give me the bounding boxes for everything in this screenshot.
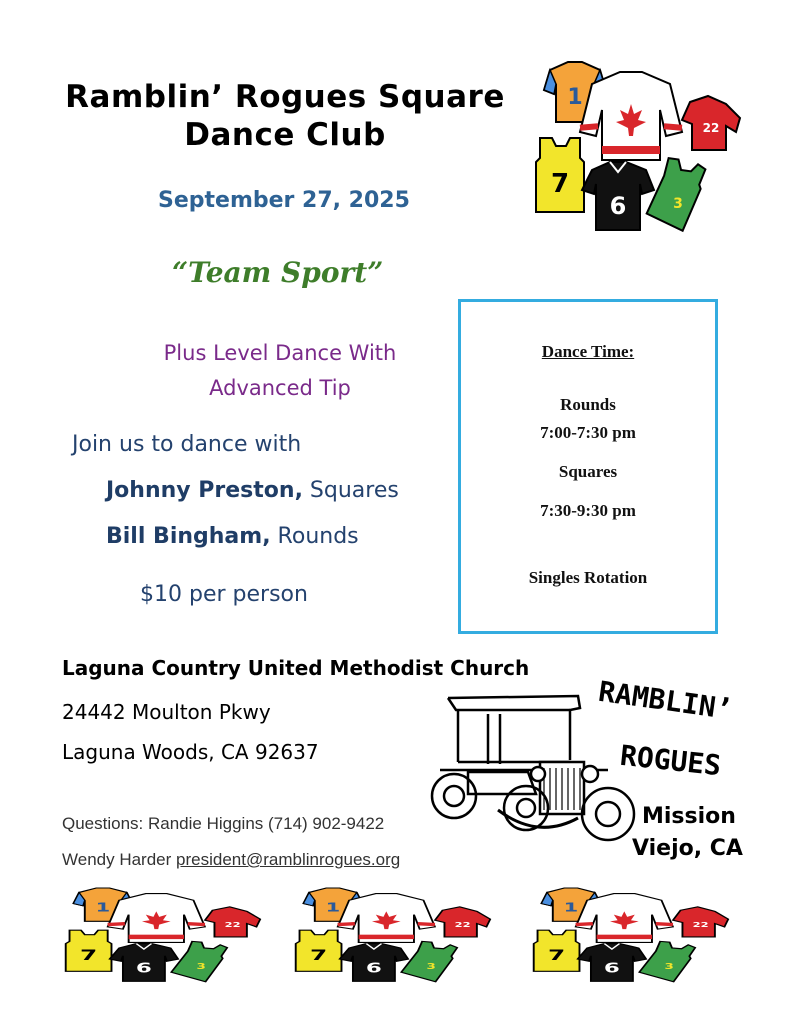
- caller-rounds: [106, 524, 359, 549]
- rounds-label: Rounds: [560, 395, 616, 414]
- jersey-cluster-icon: [60, 888, 265, 988]
- join-text: Join us to dance with: [72, 432, 302, 457]
- logo-mission: Mission: [642, 804, 736, 829]
- caller-1-role: Squares: [302, 478, 399, 503]
- venue-street: 24442 Moulton Pkwy: [62, 700, 271, 724]
- squares-label: Squares: [558, 462, 618, 481]
- title-line-2: Dance Club: [184, 117, 386, 153]
- event-theme: “Team Sport”: [172, 256, 384, 289]
- schedule-box: [458, 299, 718, 634]
- rounds-time: 7:00-7:30 pm: [540, 423, 636, 442]
- jersey-cluster-icon: [528, 888, 733, 988]
- jersey-cluster-icon: [530, 62, 745, 242]
- level-line-1: Plus Level Dance With: [163, 341, 397, 365]
- caller-2-role: Rounds: [270, 524, 359, 549]
- contact-2-name: Wendy Harder: [62, 850, 177, 869]
- event-date: September 27, 2025: [158, 188, 410, 213]
- caller-2-name: Bill Bingham,: [106, 524, 271, 549]
- title-line-1: Ramblin’ Rogues Square: [65, 79, 505, 115]
- level-line-2: Advanced Tip: [209, 376, 351, 400]
- page-title: [40, 78, 530, 154]
- logo-rogues: ROGUES: [618, 738, 723, 783]
- logo-ramblin: RAMBLIN’: [596, 674, 735, 727]
- model-t-car-icon: [428, 690, 638, 850]
- dance-level: [120, 336, 440, 406]
- email-link[interactable]: president@ramblinrogues.org: [176, 850, 401, 869]
- venue-name: Laguna Country United Methodist Church: [62, 656, 530, 680]
- singles-rotation: Singles Rotation: [528, 568, 648, 587]
- price: $10 per person: [140, 582, 308, 607]
- jersey-cluster-icon: [290, 888, 495, 988]
- caller-squares: [106, 478, 399, 503]
- venue-city: Laguna Woods, CA 92637: [62, 740, 319, 764]
- logo-viejo: Viejo, CA: [632, 836, 743, 861]
- schedule-heading: Dance Time:: [541, 342, 635, 361]
- caller-1-name: Johnny Preston,: [106, 478, 303, 503]
- squares-time: 7:30-9:30 pm: [540, 501, 636, 520]
- questions-contact: Questions: Randie Higgins (714) 902-9422: [62, 814, 385, 833]
- president-contact: [62, 850, 400, 870]
